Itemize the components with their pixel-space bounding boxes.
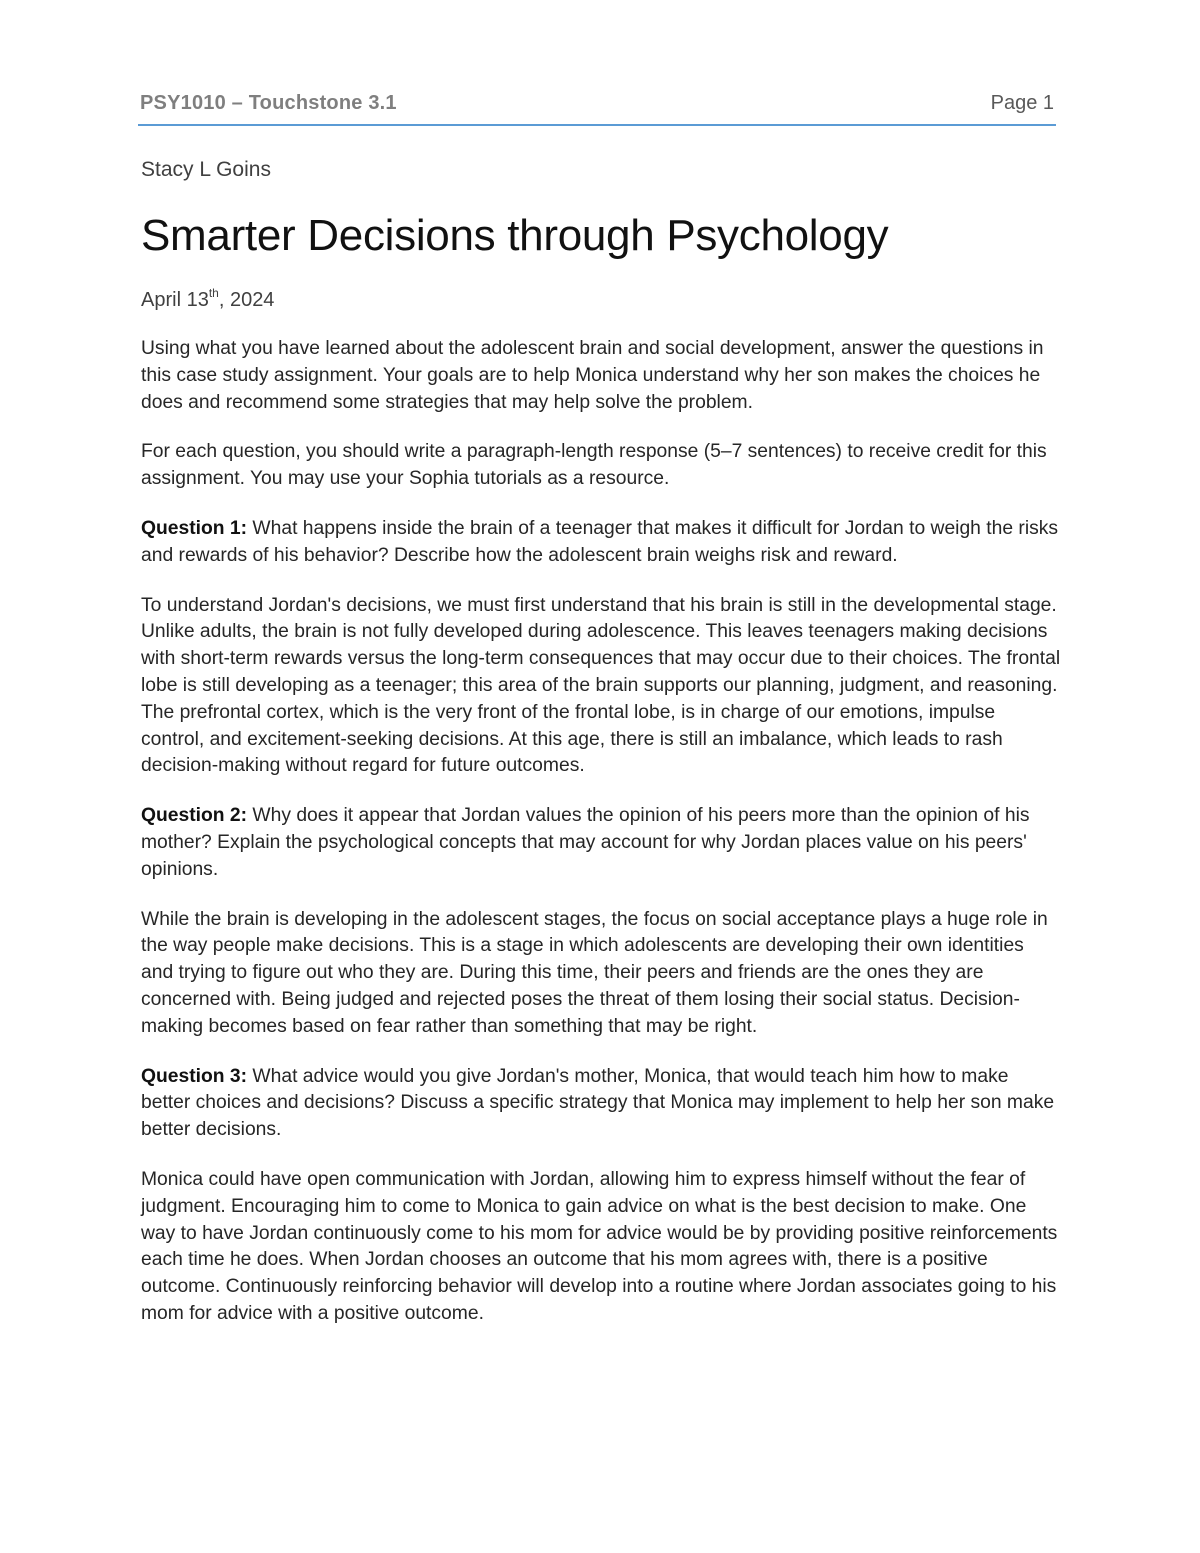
answer-3: Monica could have open communication with Jordan, allowing him to express himself without the fear of judgment. Encouraging him to come to Monica to gain advice on what is the best decision to make. One way to have Jordan continuously come to his mom for advice would be by providing positive reinforcements each time he does. When Jordan chooses an outcome that his mom agrees with, there is a positive outcome. Continuously reinforcing behavior will develop into a routine where Jordan associates going to his mom for advice with a positive outcome. <box>141 1168 1058 1324</box>
question-1 <box>141 516 1061 570</box>
page-number: Page 1 <box>990 92 1054 114</box>
question-prompt: What happens inside the brain of a teenager that makes it difficult for Jordan to weigh the risks and rewards of his behavior? Describe how the adolescent brain weighs risk and reward. <box>141 517 1059 566</box>
author-name: Stacy L Goins <box>141 158 271 181</box>
question-label: Question 3: <box>141 1065 248 1087</box>
question-prompt: Why does it appear that Jordan values the opinion of his peers more than the opinion of his mother? Explain the psychological concepts that may account for why Jordan places value on his peers' opinions. <box>141 805 1030 880</box>
course-title: PSY1010 – Touchstone 3.1 <box>140 92 397 114</box>
question-prompt: What advice would you give Jordan's mother, Monica, that would teach him how to make better choices and decisions? Discuss a specific strategy that Monica may implement to help her son make better decisions. <box>141 1065 1055 1141</box>
answer-1: To understand Jordan's decisions, we must first understand that his brain is still in the developmental stage. Unlike adults, the brain is not fully developed during adolescence. This leaves teenagers making decisions with short-term rewards versus the long-term consequences that may occur due to their choices. The frontal lobe is still developing as a teenager; this area of the brain supports our planning, judgment, and reasoning. The prefrontal cortex, which is the very front of the frontal lobe, is in charge of our emotions, impulse control, and excitement-seeking decisions. At this age, there is still an imbalance, which leads to rash decision-making without regard for future outcomes. <box>141 594 1061 777</box>
question-2 <box>141 803 1061 883</box>
intro-paragraph: Using what you have learned about the adolescent brain and social development, answer the questions in this case study assignment. Your goals are to help Monica understand why her son makes the choices he does and recommend some strategies that may help solve the problem. <box>141 338 1044 413</box>
date-prefix: April 13 <box>141 289 209 311</box>
question-label: Question 2: <box>141 805 248 827</box>
question-3 <box>141 1064 1061 1144</box>
page-header <box>138 90 1056 126</box>
document-title: Smarter Decisions through Psychology <box>141 211 889 260</box>
document-date <box>141 286 1061 314</box>
answer-2: While the brain is developing in the adolescent stages, the focus on social acceptance plays a huge role in the way people make decisions. This is a stage in which adolescents are developing their own identities and trying to figure out who they are. During this time, their peers and friends are the ones they are concerned with. Being judged and rejected poses the threat of them losing their social status. Decision-making becomes based on fear rather than something that may be right. <box>141 908 1048 1037</box>
date-ordinal: th <box>208 286 219 300</box>
question-label: Question 1: <box>141 517 248 539</box>
date-rest: , 2024 <box>218 289 275 311</box>
document-body <box>141 156 1061 1328</box>
intro-paragraph: For each question, you should write a paragraph-length response (5–7 sentences) to receive credit for this assignment. You may use your Sophia tutorials as a resource. <box>141 441 1047 490</box>
